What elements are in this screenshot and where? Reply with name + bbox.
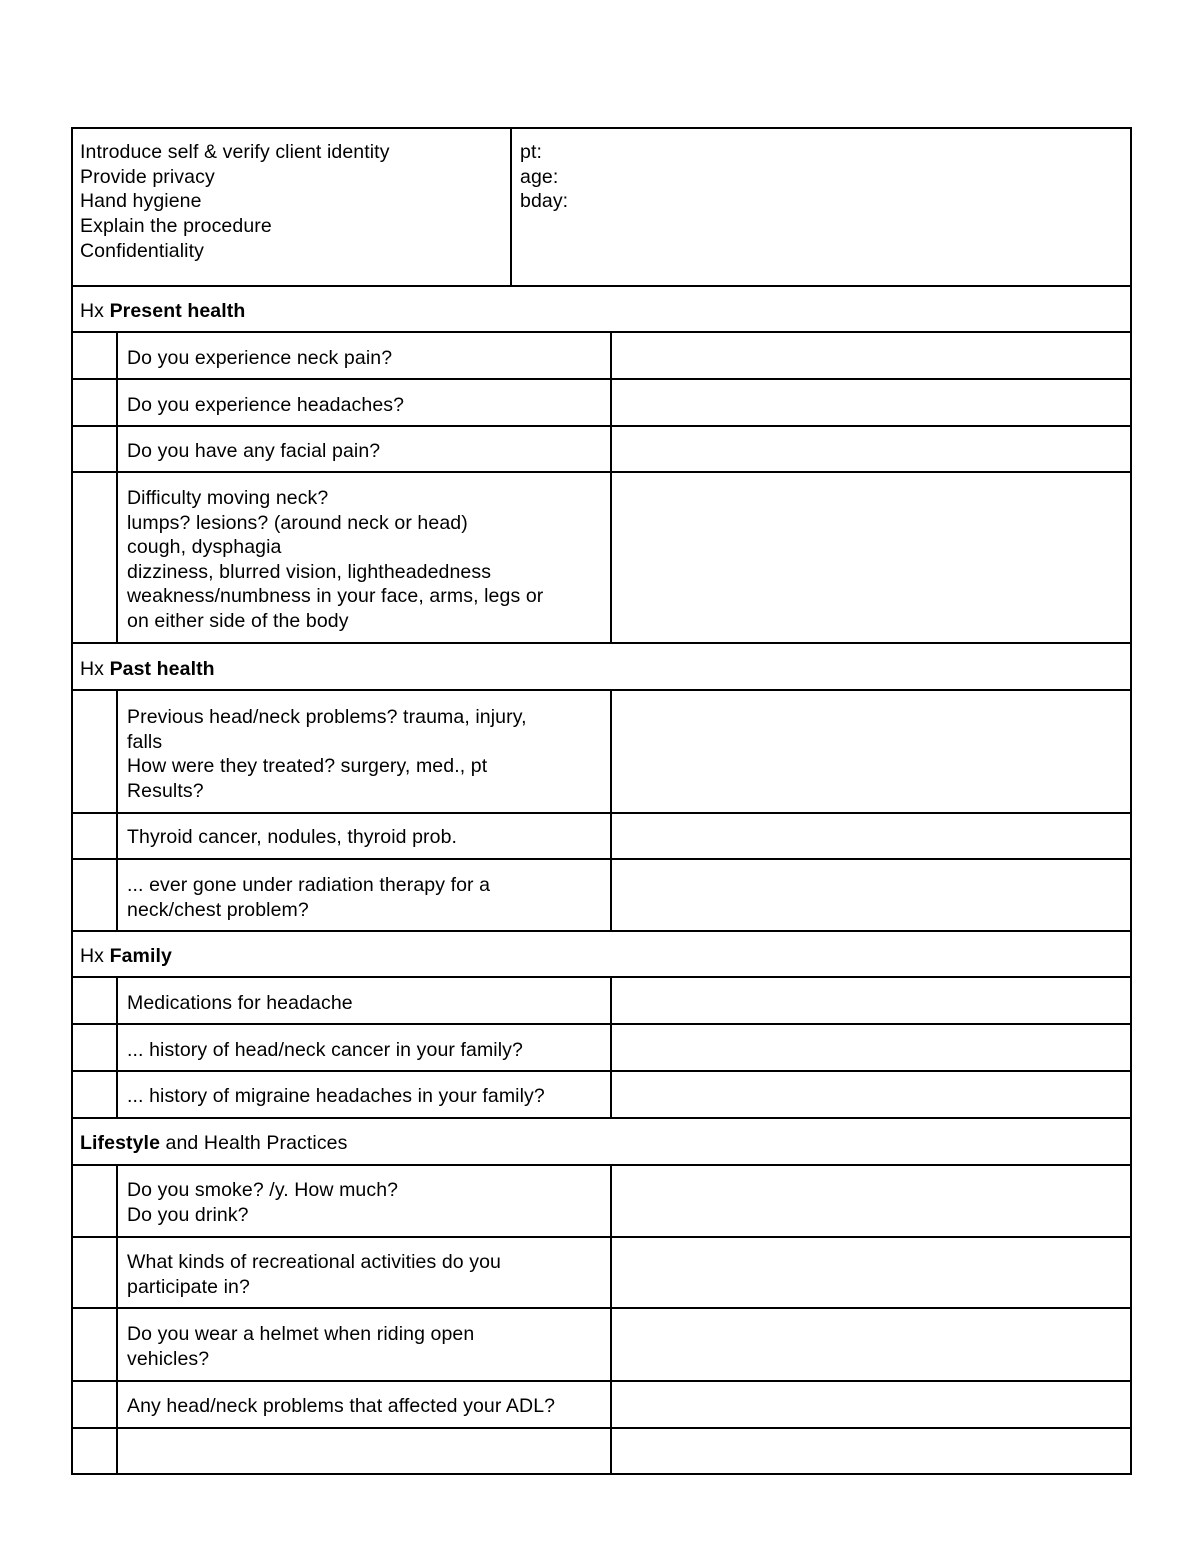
header-checklist-line: Hand hygiene [80, 190, 202, 212]
rule [71, 976, 1132, 978]
column-divider [116, 1164, 118, 1474]
answer-field[interactable] [620, 393, 1120, 417]
rule [71, 1236, 1132, 1238]
answer-field[interactable] [620, 991, 1120, 1015]
rule [71, 471, 1132, 473]
question-text: Medications for headache [127, 992, 353, 1014]
answer-field[interactable] [620, 1440, 1120, 1464]
answer-field[interactable] [620, 439, 1120, 463]
question-text: Any head/neck problems that affected your ADL? [127, 1395, 556, 1417]
rule [71, 812, 1132, 814]
rule [71, 930, 1132, 932]
question-text: Difficulty moving neck? lumps? lesions? (around neck or head) cough, dysphagia dizziness, blurred vision, lightheadedness weakness/numbness in your face, arms, legs or on either side of the body [127, 487, 544, 632]
question-text: ... history of migraine headaches in your family? [127, 1085, 545, 1107]
rule [71, 1427, 1132, 1429]
rule [71, 425, 1132, 427]
answer-field[interactable] [620, 1038, 1120, 1062]
question-text: Thyroid cancer, nodules, thyroid prob. [127, 826, 458, 848]
column-divider [116, 331, 118, 643]
answer-field[interactable] [620, 873, 1120, 921]
answer-field[interactable] [620, 825, 1120, 849]
answer-field[interactable] [620, 1322, 1120, 1370]
answer-field[interactable] [620, 1250, 1120, 1298]
column-divider [116, 689, 118, 931]
question-text: Do you wear a helmet when riding open vehicles? [127, 1323, 475, 1370]
rule [71, 1380, 1132, 1382]
answer-field[interactable] [620, 1394, 1120, 1418]
rule [71, 689, 1132, 691]
header-divider [510, 127, 512, 287]
answer-field[interactable] [620, 705, 1120, 801]
question-text: What kinds of recreational activities do you participate in? [127, 1251, 501, 1298]
question-text: Previous head/neck problems? trauma, injury, falls How were they treated? surgery, med., pt Results? [127, 706, 527, 802]
question-text: Do you experience neck pain? [127, 347, 393, 369]
rule [71, 1117, 1132, 1119]
column-divider [610, 976, 612, 1118]
rule [71, 1023, 1132, 1025]
patient-birthday-label: bday: [520, 190, 569, 212]
answer-field[interactable] [620, 1178, 1120, 1226]
rule [71, 1070, 1132, 1072]
header-checklist-line: Introduce self & verify client identity [80, 141, 390, 163]
header-checklist-line: Confidentiality [80, 240, 204, 262]
patient-name-label: pt: [520, 141, 542, 163]
section-heading-family: Hx Family [80, 945, 172, 967]
answer-field[interactable] [620, 486, 1120, 626]
section-heading-past-health: Hx Past health [80, 658, 215, 680]
rule [71, 378, 1132, 380]
column-divider [610, 1164, 612, 1474]
patient-age-label: age: [520, 166, 559, 188]
section-heading-present-health: Hx Present health [80, 300, 246, 322]
column-divider [116, 976, 118, 1118]
question-text: ... history of head/neck cancer in your family? [127, 1039, 523, 1061]
rule [71, 858, 1132, 860]
rule [71, 642, 1132, 644]
answer-field[interactable] [620, 1084, 1120, 1108]
rule [71, 1307, 1132, 1309]
header-checklist-line: Explain the procedure [80, 215, 272, 237]
rule [71, 285, 1132, 287]
column-divider [610, 331, 612, 643]
header-checklist-line: Provide privacy [80, 166, 215, 188]
question-text: Do you experience headaches? [127, 394, 405, 416]
rule [71, 331, 1132, 333]
question-text: ... ever gone under radiation therapy for a neck/chest problem? [127, 874, 491, 921]
question-text: Do you smoke? /y. How much? Do you drink? [127, 1179, 399, 1226]
section-heading-lifestyle: Lifestyle and Health Practices [80, 1132, 348, 1154]
answer-field[interactable] [620, 346, 1120, 370]
question-text: Do you have any facial pain? [127, 440, 381, 462]
column-divider [610, 689, 612, 931]
rule [71, 1164, 1132, 1166]
